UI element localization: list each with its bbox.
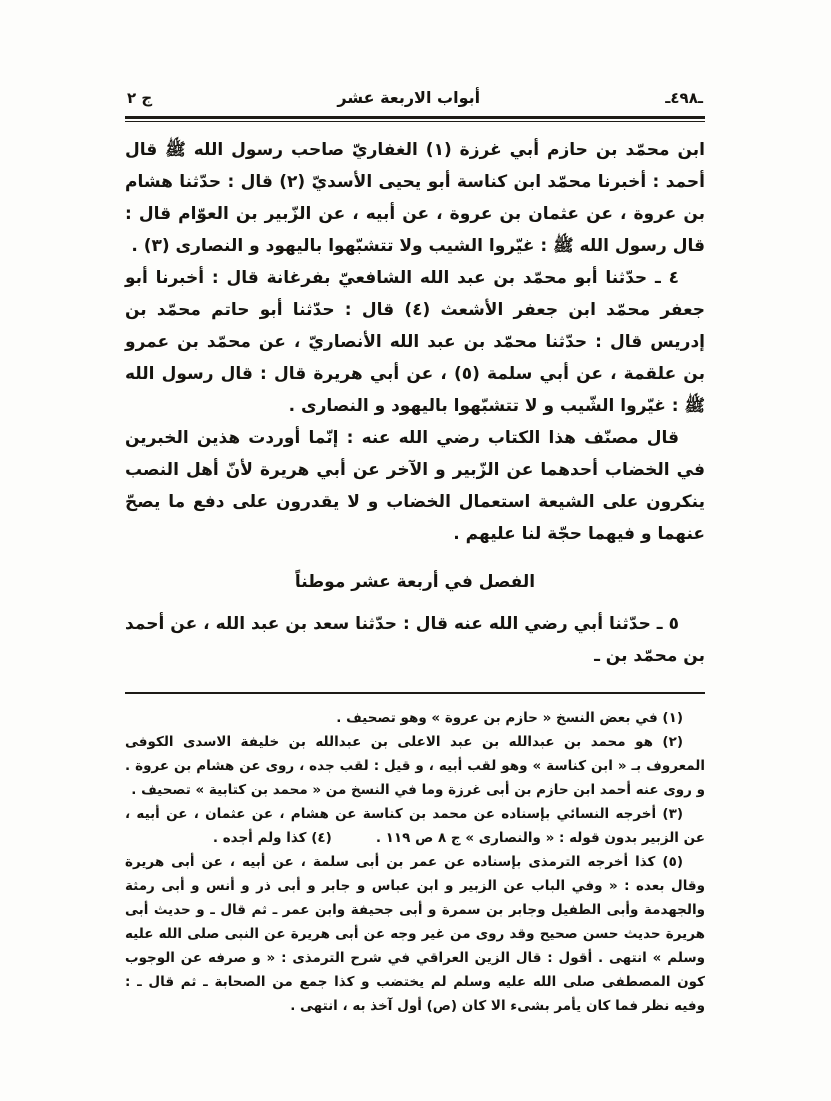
header-rule xyxy=(125,116,705,122)
page-number: ـ٤٩٨ـ xyxy=(665,89,703,107)
page-content xyxy=(125,88,705,1018)
footnote-1: (١) في بعض النسخ « حازم بن عروة » وهو تصحيف . xyxy=(336,710,683,726)
page-header xyxy=(125,88,705,107)
footnotes xyxy=(125,706,705,1018)
footnote-4: (٤) كذا ولم أجده . xyxy=(212,830,332,846)
paragraph-hadith-3-continuation: ابن محمّد بن حازم أبي غرزة (١) الغفاريّ صاحب رسول الله ﷺ قال أحمد : أخبرنا محمّد ابن كناسة أبو يحيى الأسديّ (٢) قال : حدّثنا هشام بن عروة ، عن عثمان بن عروة ، عن أبيه ، عن الزّبير بن العوّام قال : قال رسول الله ﷺ : غيّروا الشيب ولا تتشبّهوا باليهود و النصارى (٣) . xyxy=(125,140,705,256)
section-heading: الفصل في أربعة عشر موطناً xyxy=(294,572,536,592)
footnote-3-4 xyxy=(125,802,705,850)
paragraph-hadith-4: ٤ ـ حدّثنا أبو محمّد بن عبد الله الشافعيّ بفرغانة قال : أخبرنا أبو جعفر محمّد ابن جعفر الأشعث (٤) قال : حدّثنا أبو حاتم محمّد بن إدريس قال : حدّثنا محمّد بن عبد الله الأنصاريّ ، عن محمّد بن عمرو بن علقمة ، عن أبي سلمة (٥) ، عن أبي هريرة قال : قال رسول الله ﷺ : غيّروا الشّيب و لا تتشبّهوا باليهود و النصارى . xyxy=(125,268,705,416)
main-text xyxy=(125,134,705,672)
footnote-5: (٥) كذا أخرجه الترمذى بإسناده عن عمر بن أبى سلمة ، عن أبيه ، عن أبى هريرة وقال بعده : « وفي الباب عن الزبير و ابن عباس و جابر و أبى ذر و أنس و أبى رمثة والجهدمة وأبى الطفيل وجابر بن سمرة و أبى جحيفة وابن عمر ـ ثم قال ـ و حديث أبى هريرة حديث حسن صحيح وقد روى من غير وجه عن أبى هريرة عن النبى صلى الله عليه وسلم » انتهى . أقول : قال الزين العراقي في شرح الترمذى : « و صرفه عن الوجوب كون المصطفى صلى الله عليه وسلم لم يختضب و كذا جمع من الصحابة ـ ثم قال ـ : وفيه نظر فما كان يأمر بشىء الا كان (ص) أول آخذ به ، انتهى . xyxy=(125,854,705,1014)
footnote-2: (٢) هو محمد بن عبدالله بن عبد الاعلى بن عبدالله بن خليفة الاسدى الكوفى المعروف بـ « ابن كناسة » وهو لقب أبيه ، و قيل : لقب جده ، روى عن هشام بن عروة . و روى عنه أحمد ابن حازم بن أبى غرزة وما في النسخ من « محمد بن كتابية » تصحيف . xyxy=(125,734,705,798)
page-title: أبواب الاربعة عشر xyxy=(337,88,481,107)
paragraph-hadith-5: ٥ ـ حدّثنا أبي رضي الله عنه قال : حدّثنا سعد بن عبد الله ، عن أحمد بن محمّد بن ـ xyxy=(125,614,705,666)
footnote-separator xyxy=(125,692,705,694)
footnote-3: (٣) أخرجه النسائي بإسناده عن محمد بن كناسة عن هشام ، عن عثمان ، عن أبيه ، عن الزبير بدون قوله : « والنصارى » ج ٨ ص ١١٩ . xyxy=(125,806,705,846)
paragraph-author-comment: قال مصنّف هذا الكتاب رضي الله عنه : إنّما أوردت هذين الخبرين في الخضاب أحدهما عن الزّبير و الآخر عن أبي هريرة لأنّ أهل النصب ينكرون على الشيعة استعمال الخضاب و لا يقدرون على دفع ما يصحّ عنهما و فيهما حجّة لنا عليهم . xyxy=(125,428,705,544)
volume-label: ج ٢ xyxy=(127,89,153,107)
